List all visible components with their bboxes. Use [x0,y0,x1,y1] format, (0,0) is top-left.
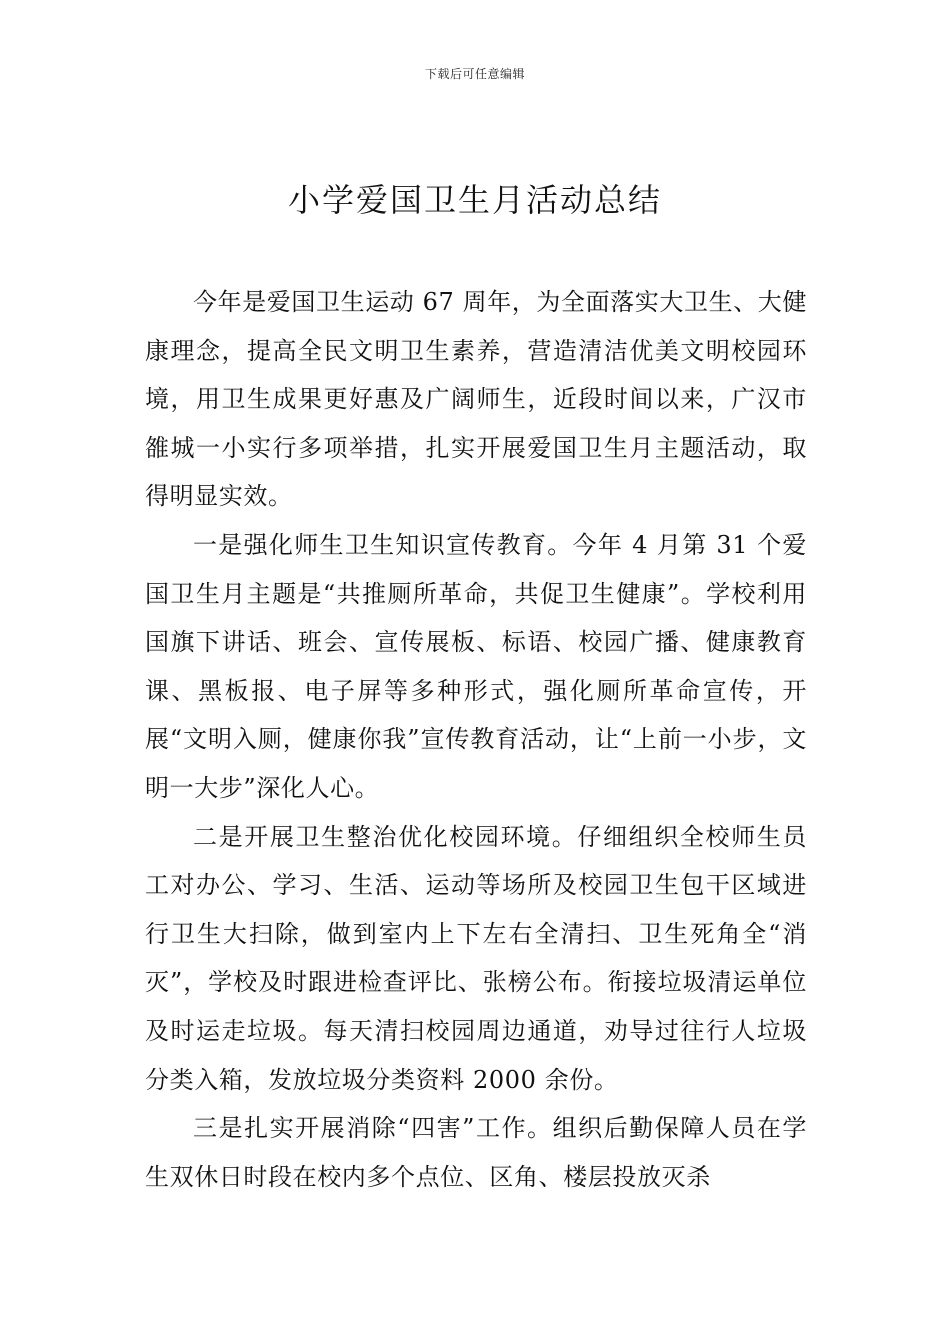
paragraph-environment-cleanup: 二是开展卫生整治优化校园环境。仔细组织全校师生员工对办公、学习、生活、运动等场所及校园卫生包干区域进行卫生大扫除，做到室内上下左右全清扫、卫生死角全“消灭”，学校及时跟进检查评比、张榜公布。衔接垃圾清运单位及时运走垃圾。每天清扫校园周边通道，劝导过往行人垃圾分类入箱，发放垃圾分类资料 2000 余份。 [145,822,807,1094]
document-body [145,278,807,1201]
paragraph-intro: 今年是爱国卫生运动 67 周年，为全面落实大卫生、大健康理念，提高全民文明卫生素养，营造清洁优美文明校园环境，用卫生成果更好惠及广阔师生，近段时间以来，广汉市雒城一小实行多项举措，扎实开展爱国卫生月主题活动，取得明显实效。 [145,288,807,511]
header-note: 下载后可任意编辑 [424,67,525,81]
paragraph-four-pests: 三是扎实开展消除“四害”工作。组织后勤保障人员在学生双休日时段在校内多个点位、区角、楼层投放灭杀 [145,1114,807,1191]
document-title: 小学爱国卫生月活动总结 [287,181,662,219]
paragraph-publicity-education: 一是强化师生卫生知识宣传教育。今年 4 月第 31 个爱国卫生月主题是“共推厕所革命，共促卫生健康”。学校利用国旗下讲话、班会、宣传展板、标语、校园广播、健康教育课、黑板报、电子屏等多种形式，强化厕所革命宣传，开展“文明入厕，健康你我”宣传教育活动，让“上前一小步，文明一大步”深化人心。 [145,530,807,802]
